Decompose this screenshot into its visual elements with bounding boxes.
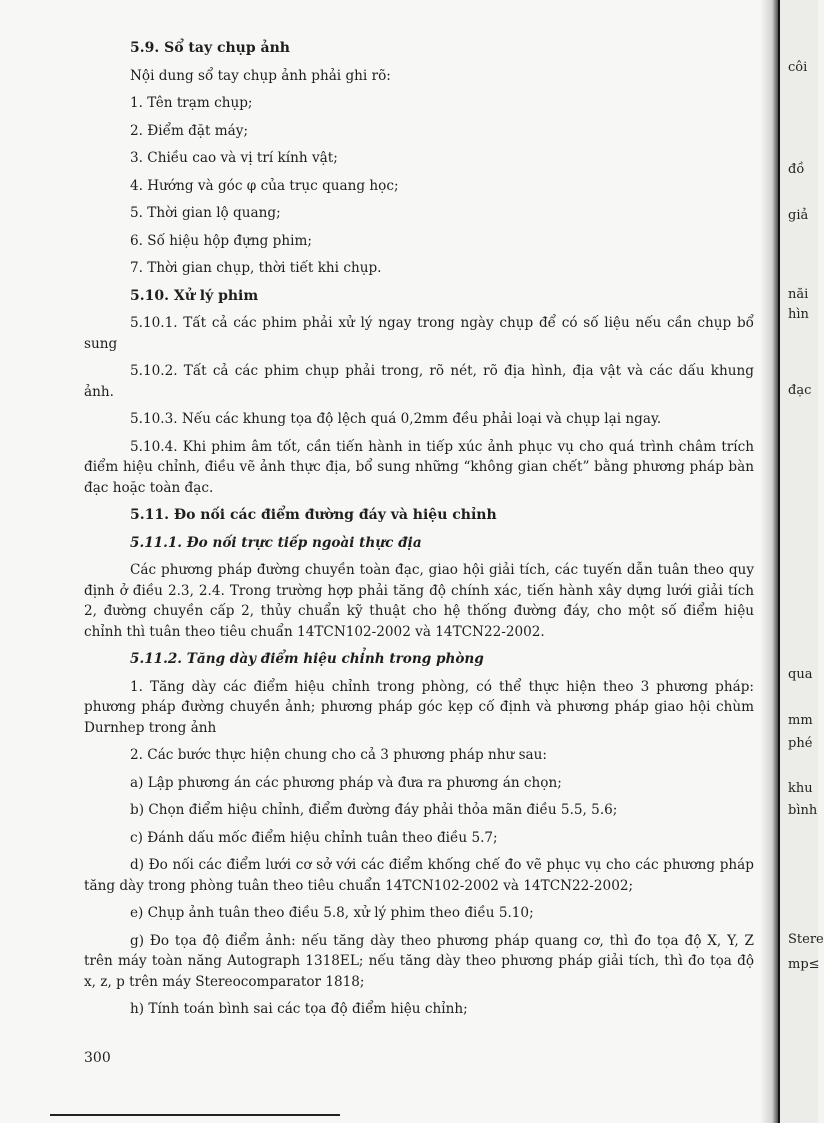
section-intro: Nội dung sổ tay chụp ảnh phải ghi rõ: bbox=[130, 67, 391, 84]
list-item: 2. Điểm đặt máy; bbox=[130, 122, 249, 139]
paragraph: d) Đo nối các điểm lưới cơ sở với các điểm khống chế đo vẽ phục vụ cho các phương pháp tăng dày trong phòng tuân theo tiêu chuẩn 14TCN102-2002 và 14TCN22-2002; bbox=[84, 857, 754, 894]
adjacent-text: đạc bbox=[788, 383, 812, 398]
paragraph: 5.10.2. Tất cả các phim chụp phải trong, rõ nét, rõ địa hình, địa vật và các dấu khung ảnh. bbox=[84, 363, 754, 400]
paragraph: b) Chọn điểm hiệu chỉnh, điểm đường đáy phải thỏa mãn điều 5.5, 5.6; bbox=[130, 802, 618, 818]
paragraph: 5.10.3. Nếu các khung tọa độ lệch quá 0,2mm đều phải loại và chụp lại ngay. bbox=[130, 411, 662, 427]
adjacent-text: qua bbox=[788, 667, 813, 682]
list-item: 4. Hướng và góc φ của trục quang học; bbox=[130, 177, 399, 194]
adjacent-page bbox=[778, 0, 824, 1123]
adjacent-text: mp≤ bbox=[788, 957, 820, 972]
paragraph: 2. Các bước thực hiện chung cho cả 3 phương pháp như sau: bbox=[130, 747, 547, 763]
page-number: 300 bbox=[84, 1050, 111, 1066]
list-item: 5. Thời gian lộ quang; bbox=[130, 205, 281, 221]
bottom-rule bbox=[50, 1114, 340, 1116]
paragraph: e) Chụp ảnh tuân theo điều 5.8, xử lý phim theo điều 5.10; bbox=[130, 905, 534, 921]
paragraph: g) Đo tọa độ điểm ảnh: nếu tăng dày theo phương pháp quang cơ, thì đo tọa độ X, Y, Z trên máy toàn năng Autograph 1318EL; nếu tăng dày theo phương pháp giải tích, thì đo tọa độ x, z, p trên máy Stereocomparator 1818; bbox=[84, 932, 754, 990]
paragraph: 5.10.1. Tất cả các phim phải xử lý ngay trong ngày chụp để có số liệu nếu cần chụp bổ sung bbox=[84, 315, 754, 352]
subsection-heading-5-11-2: 5.11.2. Tăng dày điểm hiệu chỉnh trong phòng bbox=[130, 651, 484, 667]
list-item: 6. Số hiệu hộp đựng phim; bbox=[130, 232, 312, 249]
adjacent-text: năi bbox=[788, 287, 809, 302]
list-item: 7. Thời gian chụp, thời tiết khi chụp. bbox=[130, 260, 382, 276]
adjacent-text: phé bbox=[788, 736, 813, 751]
paragraph: 5.10.4. Khi phim âm tốt, cần tiến hành in tiếp xúc ảnh phục vụ cho quá trình châm trích điểm hiệu chỉnh, điều vẽ ảnh thực địa, bổ sung những “không gian chết” bằng phương pháp bàn đạc hoặc toàn đạc. bbox=[84, 438, 754, 496]
adjacent-text: hìn bbox=[788, 307, 809, 322]
binding-gutter bbox=[760, 0, 780, 1123]
adjacent-text: mm bbox=[788, 713, 813, 728]
subsection-heading-5-11-1: 5.11.1. Đo nối trực tiếp ngoài thực địa bbox=[130, 534, 422, 551]
adjacent-text: khu bbox=[788, 781, 813, 796]
paragraph: c) Đánh dấu mốc điểm hiệu chỉnh tuân theo điều 5.7; bbox=[130, 829, 498, 846]
section-heading-5-11: 5.11. Đo nối các điểm đường đáy và hiệu chỉnh bbox=[130, 507, 497, 523]
section-heading-5-9: 5.9. Sổ tay chụp ảnh bbox=[130, 40, 290, 56]
adjacent-text: đồ bbox=[788, 162, 805, 177]
page-content bbox=[84, 38, 754, 1027]
paragraph: h) Tính toán bình sai các tọa độ điểm hiệu chỉnh; bbox=[130, 1001, 468, 1017]
paragraph: a) Lập phương án các phương pháp và đưa ra phương án chọn; bbox=[130, 774, 562, 791]
section-heading-5-10: 5.10. Xử lý phim bbox=[130, 287, 259, 304]
list-item: 3. Chiều cao và vị trí kính vật; bbox=[130, 150, 338, 166]
paragraph: 1. Tăng dày các điểm hiệu chỉnh trong phòng, có thể thực hiện theo 3 phương pháp: phương pháp đường chuyền ảnh; phương pháp góc kẹp cố định và phương pháp giao hội chùm Durnhep trong ảnh bbox=[84, 678, 754, 736]
adjacent-text: côi bbox=[788, 60, 808, 75]
paragraph: Các phương pháp đường chuyền toàn đạc, giao hội giải tích, các tuyến dẫn tuân theo quy định ở điều 2.3, 2.4. Trong trường hợp phải tăng độ chính xác, tiến hành xây dựng lưới giải tích 2, đường chuyền cấp 2, thủy chuẩn kỹ thuật cho hệ thống đường đáy, cho một số điểm hiệu chỉnh thì tuân theo tiêu chuẩn 14TCN102-2002 và 14TCN22-2002. bbox=[84, 562, 754, 640]
list-item: 1. Tên trạm chụp; bbox=[130, 95, 253, 111]
adjacent-text: bình bbox=[788, 803, 818, 818]
adjacent-text: giả bbox=[788, 208, 809, 223]
adjacent-text: Stere bbox=[788, 932, 824, 947]
